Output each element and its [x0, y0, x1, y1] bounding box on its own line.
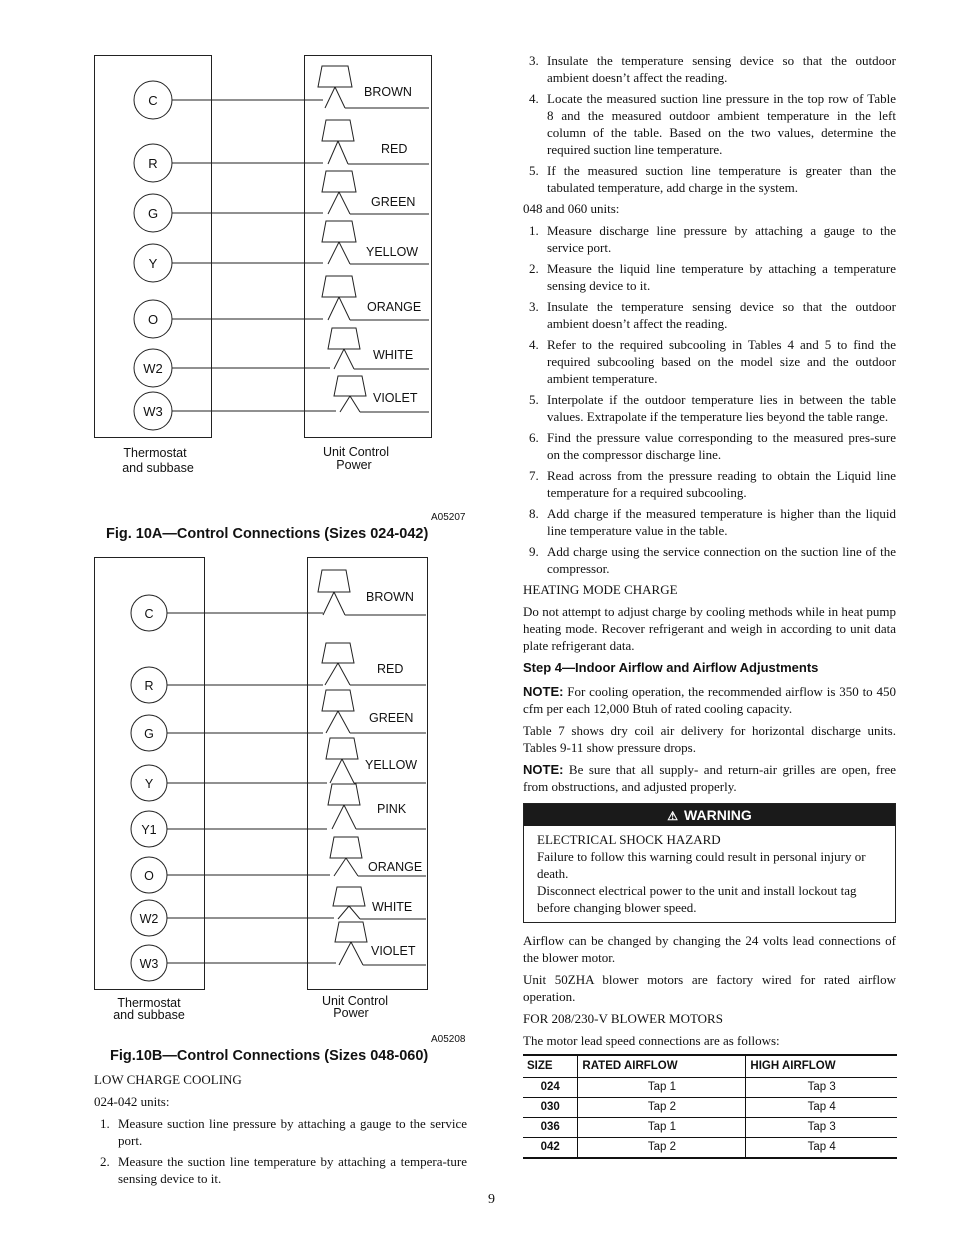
note-cooling-airflow: NOTE: For cooling operation, the recommended airflow is 350 to 450 cfm per each 12,000 Btuh of rated cooling capacity. [523, 684, 897, 716]
thermostat-label-10a: Thermostat [123, 446, 187, 460]
list-item: 9. Add charge using the service connection on the suction line of the compressor. [529, 544, 896, 576]
svg-text:R: R [144, 679, 154, 693]
svg-text:C: C [144, 607, 154, 621]
wire-label-green-10b: GREEN [369, 711, 414, 725]
note-grilles: NOTE: Be sure that all supply- and return-air grilles are open, free from obstructions, and adjusted properly. [523, 762, 896, 794]
list-item: 3. Insulate the temperature sensing device so that the outdoor ambient doesn’t affect the reading. [529, 299, 896, 331]
list-item: 5. If the measured suction line temperature is greater than the tabulated temperature, add charge in the system. [529, 163, 896, 195]
list-item: 7. Read across from the pressure reading to obtain the Liquid line temperature for a required subcooling. [529, 468, 896, 500]
factory-wired-paragraph: Unit 50ZHA blower motors are factory wired for rated airflow operation. [523, 972, 896, 1004]
svg-text:Y: Y [148, 256, 158, 271]
list-item: 3. Insulate the temperature sensing device so that the outdoor ambient doesn’t affect the reading. [529, 53, 896, 85]
figure-caption-10b: Fig.10B—Control Connections (Sizes 048-060) [110, 1048, 429, 1064]
subbase-label-10b: and subbase [113, 1008, 185, 1022]
figure-code-10b: A05208 [431, 1034, 466, 1045]
connector-red-10a [322, 120, 429, 164]
wire-label-pink-10b: PINK [377, 802, 407, 816]
svg-text:O: O [144, 869, 154, 883]
table-header-rated-airflow: RATED AIRFLOW [578, 1055, 746, 1078]
list-item: 5. Interpolate if the outdoor temperature lies in between the table values. Extrapolate if the temperature lies beyond the table range. [529, 392, 896, 424]
note-label: NOTE: [523, 762, 564, 777]
step4-heading: Step 4—Indoor Airflow and Airflow Adjustments [523, 660, 819, 675]
wire-label-brown-10b: BROWN [366, 590, 414, 604]
list-item: 8. Add charge if the measured temperature is higher than the liquid line temperature value in the table. [529, 506, 896, 538]
warning-header [524, 804, 895, 826]
table-cell: 042 [523, 1138, 578, 1159]
power-label-10a: Power [336, 458, 372, 472]
table-row [523, 1118, 897, 1138]
wire-label-violet-10a: VIOLET [373, 391, 418, 405]
power-label-10b: Power [333, 1006, 369, 1020]
unit-control-label-10b: Unit Control [322, 994, 388, 1008]
terminal-r-10a [134, 144, 172, 182]
warning-consequence-line: Failure to follow this warning could result in personal injury or death. [537, 849, 866, 881]
subcooling-steps-list [523, 222, 896, 577]
airflow-change-paragraph: Airflow can be changed by changing the 24 volts lead connections of the blower motor. [523, 933, 896, 965]
wire-label-green-10a: GREEN [371, 195, 416, 209]
terminal-w2-10b [131, 900, 167, 936]
terminal-g-10b [131, 715, 167, 751]
svg-text:G: G [147, 206, 159, 221]
table-cell: 036 [523, 1118, 578, 1138]
list-item: 4. Locate the measured suction line pressure in the top row of Table 8 and the measured outdoor ambient temperature in the left column of the table. Based on the two values, determine the required suction line temperature. [529, 91, 896, 157]
wire-label-violet-10b: VIOLET [371, 944, 416, 958]
low-charge-heading: LOW CHARGE COOLING [94, 1072, 242, 1087]
terminal-o-10b [131, 857, 167, 893]
left-column-text [94, 1071, 467, 1191]
heating-mode-paragraph: Do not attempt to adjust charge by cooling methods while in heat pump heating mode. Recover refrigerant and weigh in according to unit data plate refrigerant data. [523, 604, 896, 653]
svg-text:Y1: Y1 [141, 823, 157, 837]
wire-label-yellow-10b: YELLOW [365, 758, 418, 772]
terminal-o-10a [134, 300, 172, 338]
table-header-row [523, 1055, 897, 1078]
svg-text:W3: W3 [139, 957, 159, 971]
table-cell: Tap 3 [746, 1118, 897, 1138]
svg-text:W2: W2 [139, 912, 159, 926]
svg-text:W3: W3 [143, 404, 163, 419]
wire-label-orange-10b: ORANGE [368, 860, 423, 874]
wire-label-red-10b: RED [377, 662, 404, 676]
figure-code-10a: A05207 [431, 512, 466, 523]
figure-caption-10a: Fig. 10A—Control Connections (Sizes 024-042) [106, 526, 429, 542]
table-header-high-airflow: HIGH AIRFLOW [746, 1055, 897, 1078]
connector-red-10b [322, 643, 426, 685]
svg-text:C: C [148, 93, 158, 108]
svg-text:O: O [147, 312, 159, 327]
wire-label-red-10a: RED [381, 142, 408, 156]
table-row [523, 1098, 897, 1118]
svg-text:R: R [148, 156, 158, 171]
terminal-y1-10b [131, 811, 167, 847]
terminal-c-10b [131, 595, 167, 631]
wire-label-white-10a: WHITE [373, 348, 414, 362]
units-024-042-label: 024-042 units: [94, 1094, 170, 1109]
blower-motors-heading: FOR 208/230-V BLOWER MOTORS [523, 1011, 723, 1026]
svg-text:G: G [144, 727, 154, 741]
list-item: 4. Refer to the required subcooling in Tables 4 and 5 to find the required subcooling based on the model size and the outdoor ambient temperature. [529, 337, 896, 386]
wire-label-yellow-10a: YELLOW [366, 245, 419, 259]
table-cell: Tap 1 [578, 1118, 746, 1138]
warning-body [524, 826, 895, 922]
thermostat-label-10b: Thermostat [117, 996, 181, 1010]
table-cell: Tap 2 [578, 1138, 746, 1159]
table-cell: 024 [523, 1078, 578, 1098]
table-cell: Tap 4 [746, 1098, 897, 1118]
note-label: NOTE: [523, 684, 564, 699]
terminal-w3-10a [134, 392, 172, 430]
warning-hazard-line: ELECTRICAL SHOCK HAZARD [537, 832, 721, 847]
list-item: 2. Measure the suction line temperature by attaching a tempera-ture sensing device to it. [100, 1154, 467, 1186]
terminal-g-10a [134, 194, 172, 232]
table-cell: Tap 1 [578, 1078, 746, 1098]
wire-label-white-10b: WHITE [372, 900, 413, 914]
motor-lead-paragraph: The motor lead speed connections are as follows: [523, 1033, 780, 1048]
terminal-c-10a [134, 81, 172, 119]
right-column-text [523, 52, 896, 1159]
suction-steps-list [523, 52, 896, 196]
list-item: 6. Find the pressure value corresponding to the measured pres-sure on the compressor discharge line. [529, 430, 896, 462]
list-item: 1. Measure suction line pressure by attaching a gauge to the service port. [100, 1116, 467, 1148]
warning-box [523, 803, 896, 923]
table-cell: Tap 3 [746, 1078, 897, 1098]
table-cell: 030 [523, 1098, 578, 1118]
unit-control-label-10a: Unit Control [323, 445, 389, 459]
terminal-w2-10a [134, 349, 172, 387]
terminal-r-10b [131, 667, 167, 703]
heating-mode-heading: HEATING MODE CHARGE [523, 582, 678, 597]
table-cell: Tap 2 [578, 1098, 746, 1118]
wire-label-orange-10a: ORANGE [367, 300, 422, 314]
svg-text:Y: Y [144, 777, 154, 791]
terminal-w3-10b [131, 945, 167, 981]
warning-title: WARNING [684, 807, 752, 823]
table7-paragraph: Table 7 shows dry coil air delivery for horizontal discharge units. Tables 9-11 show pressure drops. [523, 723, 896, 755]
units-048-060-label: 048 and 060 units: [523, 201, 620, 216]
table-cell: Tap 4 [746, 1138, 897, 1159]
unit-control-box-10b [308, 558, 428, 990]
svg-text:W2: W2 [143, 361, 163, 376]
terminal-y-10b [131, 765, 167, 801]
motor-speed-table [523, 1054, 897, 1159]
list-item: 2. Measure the liquid line temperature by attaching a temperature sensing device to it. [529, 261, 896, 293]
table-row [523, 1138, 897, 1159]
warning-instruction-line: Disconnect electrical power to the unit and install lockout tag before changing blower speed. [537, 883, 857, 915]
low-charge-steps-list [94, 1115, 467, 1187]
table-row [523, 1078, 897, 1098]
subbase-label-10a: and subbase [122, 461, 194, 475]
warning-triangle-icon: ⚠ [667, 809, 679, 823]
wire-label-brown-10a: BROWN [364, 85, 412, 99]
terminal-y-10a [134, 244, 172, 282]
table-header-size: SIZE [523, 1055, 578, 1078]
list-item: 1. Measure discharge line pressure by attaching a gauge to the service port. [529, 223, 896, 255]
page-number: 9 [488, 1192, 495, 1207]
